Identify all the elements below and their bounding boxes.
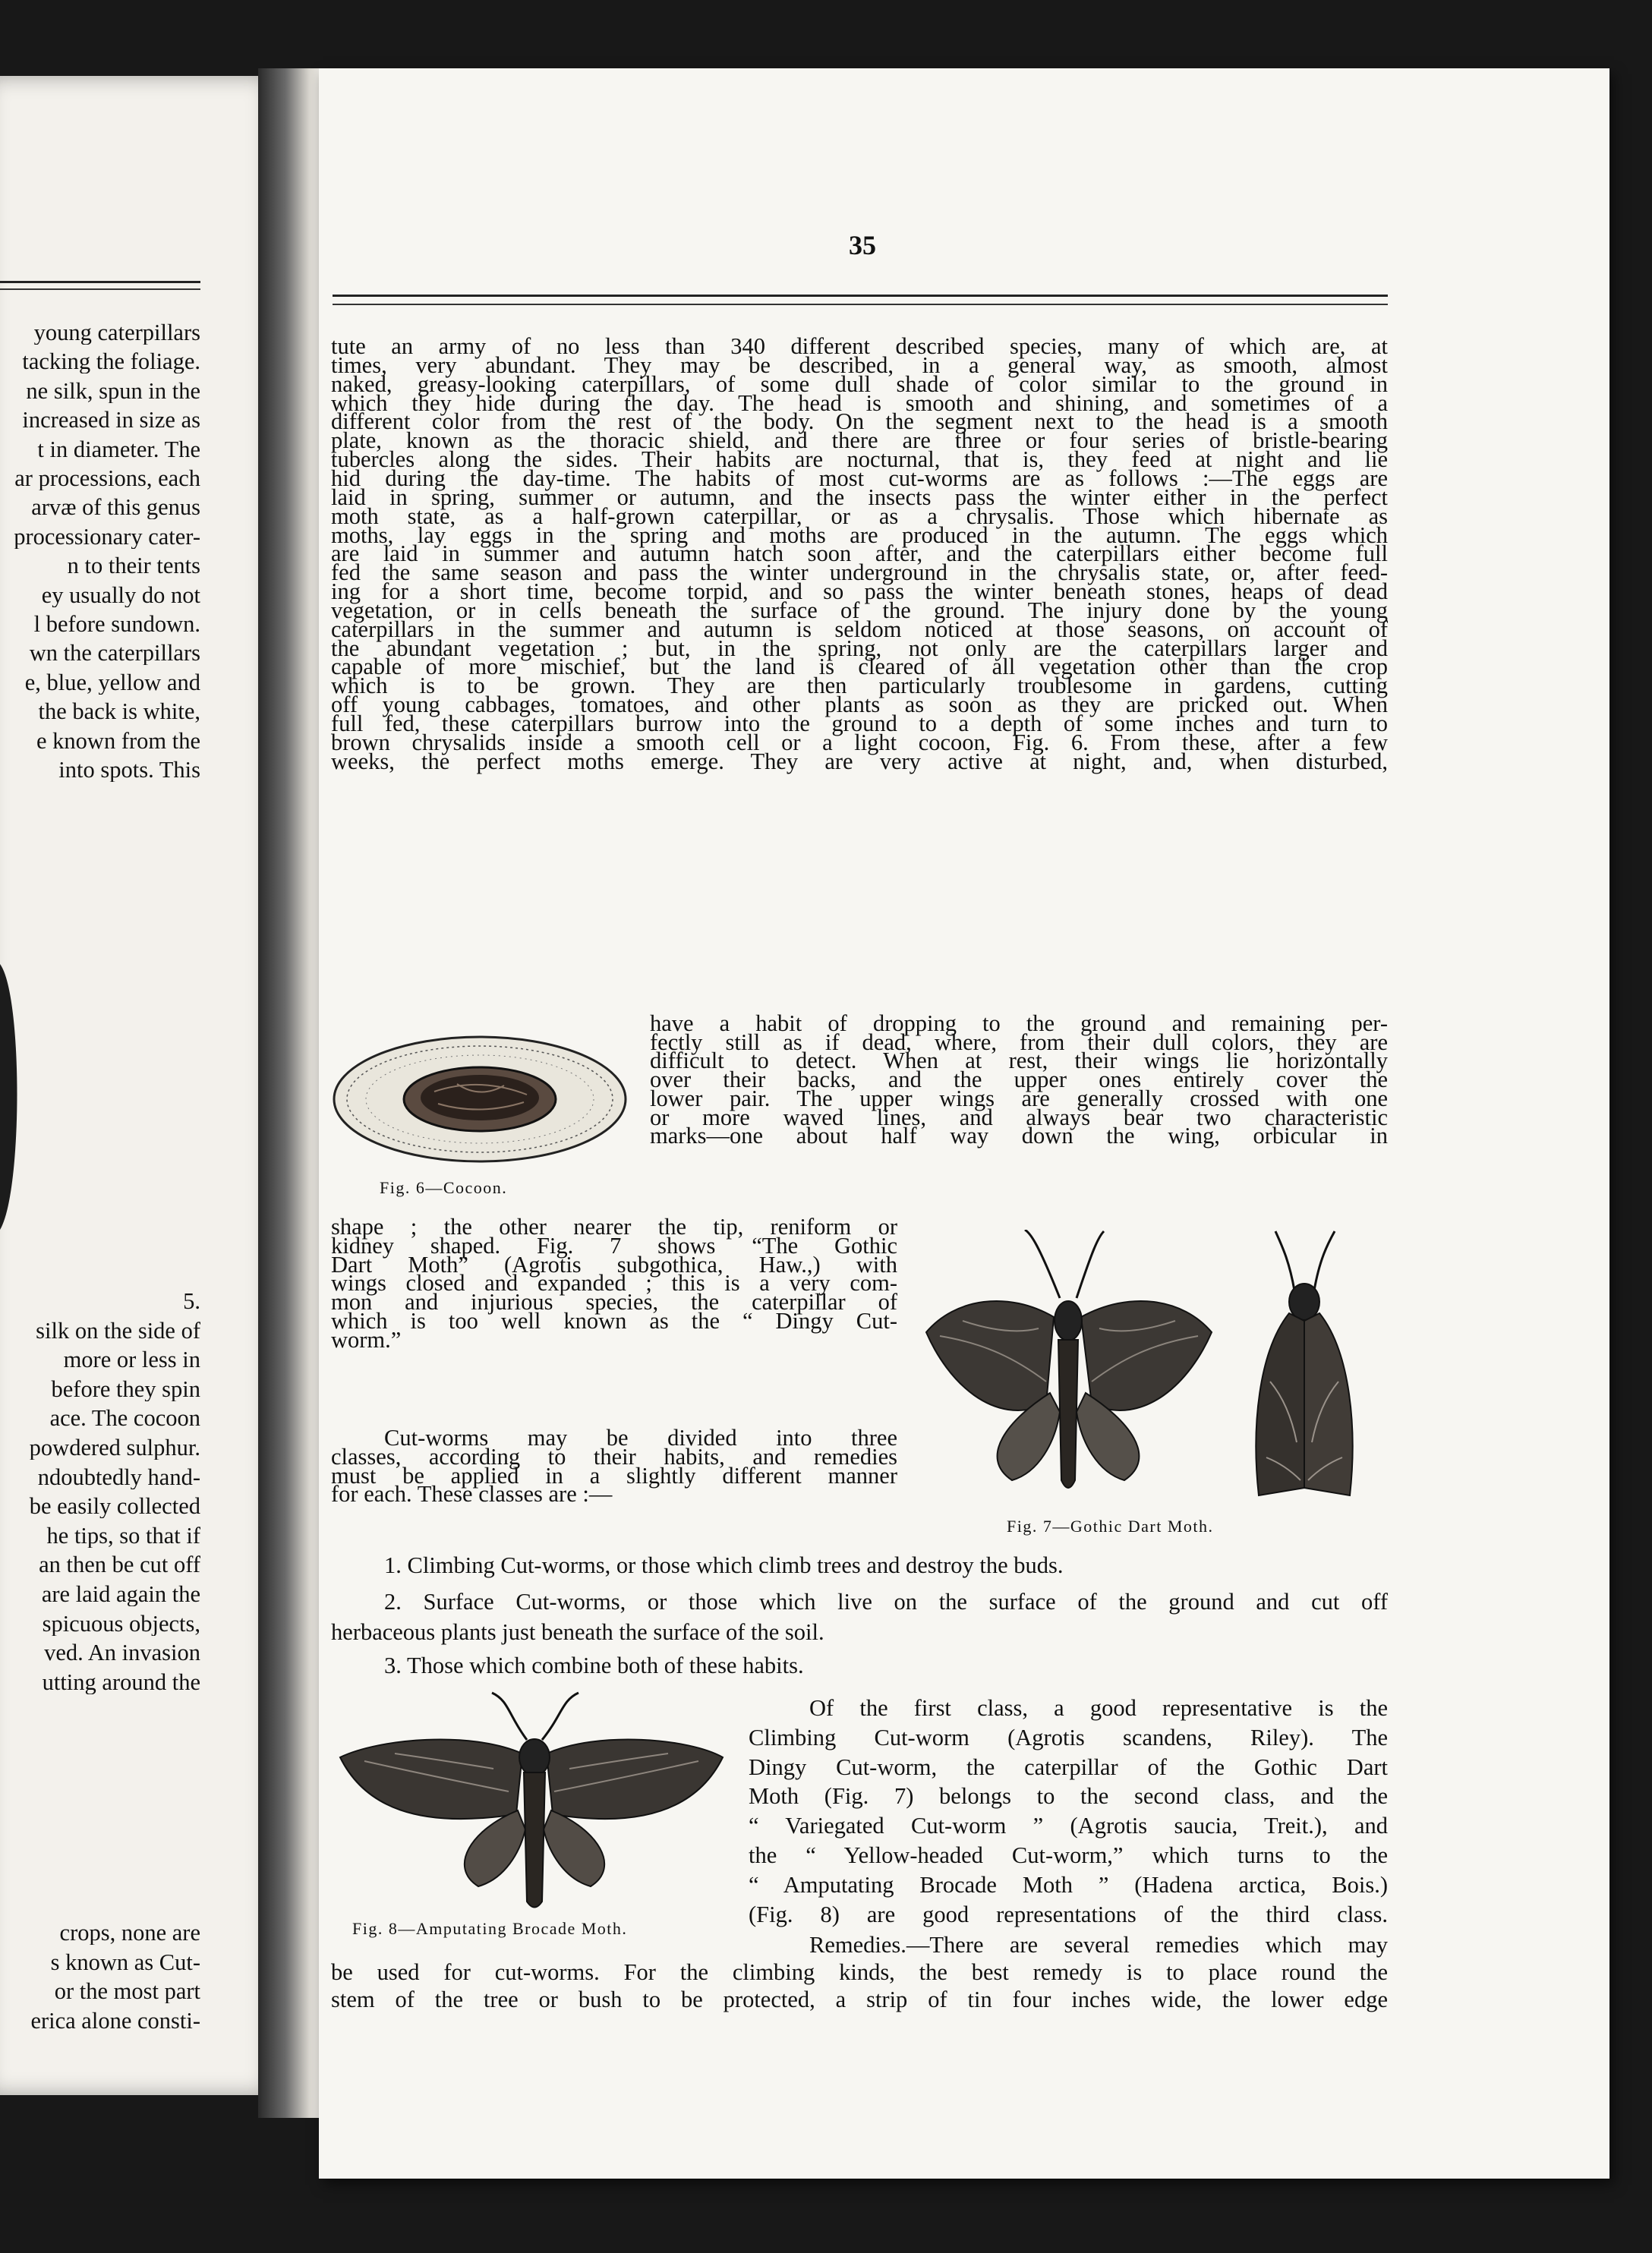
paragraph-line: hid during the day-time. The habits of most cut-worms are as follows :—The eggs are	[331, 465, 1388, 491]
paragraph-line: or more waved lines, and always bear two characteristic	[650, 1104, 1388, 1130]
paragraph-line: kidney shaped. Fig. 7 shows “The Gothic	[331, 1232, 897, 1259]
paragraph-line: vegetation, or in cells beneath the surface of the ground. The injury done by the young	[331, 597, 1388, 623]
left-page-line: l before sundown.	[33, 612, 200, 636]
closed-moth	[1256, 1231, 1352, 1495]
paragraph-line: caterpillars in the summer and autumn is seldom noticed at those seasons, on account of	[331, 616, 1388, 642]
left-page-line: erica alone consti-	[30, 2008, 200, 2033]
paragraph-line: plate, known as the thoracic shield, and there are three or four series of bristle-bearing	[331, 427, 1388, 454]
left-page-line: increased in size as	[22, 408, 200, 433]
paragraph-line: weeks, the perfect moths emerge. They are very active at night, and, when disturbed,	[331, 748, 1388, 774]
paragraph-line: must be applied in a slightly different manner	[331, 1462, 897, 1489]
paragraph-line: times, very abundant. They may be described, in a general way, as smooth, almost	[331, 351, 1388, 378]
paragraph-line: (Fig. 8) are good representations of the third class.	[749, 1901, 1388, 1927]
paragraph-line: tubercles along the sides. Their habits are nocturnal, that is, they feed at night and lie	[331, 446, 1388, 473]
left-figure-edge	[0, 934, 30, 1253]
fig6-caption: Fig. 6—Cocoon.	[380, 1178, 508, 1197]
page-number: 35	[849, 230, 876, 260]
paragraph-line: which is to be grown. They are then particularly troublesome in gardens, cutting	[331, 673, 1388, 699]
paragraph-line: lower pair. The upper wings are generally crossed with one	[650, 1085, 1388, 1111]
left-page-line: ace. The cocoon	[49, 1406, 200, 1431]
left-page-line: the back is white,	[38, 699, 200, 724]
left-page-line: into spots. This	[58, 758, 200, 782]
paragraph-line: moths, lay eggs in the spring and moths are produced in the autumn. The eggs which	[331, 521, 1388, 548]
left-page-line: arvæ of this genus	[31, 495, 200, 520]
left-page-line: are laid again the	[41, 1582, 200, 1606]
left-page-line: young caterpillars	[33, 320, 200, 345]
gothic-dart-moth-illustration	[925, 1230, 1388, 1511]
left-page-line: n to their tents	[67, 553, 200, 578]
left-page-line: e, blue, yellow and	[24, 670, 200, 695]
paragraph-line: wings closed and expanded ; this is a very com-	[331, 1270, 897, 1297]
left-page-line: e known from the	[36, 728, 200, 753]
left-page-line: 5.	[183, 1289, 200, 1313]
paragraph-line: brown chrysalids inside a smooth cell or a light cocoon, Fig. 6. From these, after a few	[331, 729, 1388, 755]
class-item-surface: 2. Surface Cut-worms, or those which live on the surface of the ground and cut off	[384, 1589, 1388, 1615]
paragraph-line: classes, according to their habits, and remedies	[331, 1443, 897, 1470]
left-page-line: processionary cater-	[14, 524, 200, 549]
left-page-line: ey usually do not	[41, 582, 200, 607]
paragraph-line: mon and injurious species, the caterpillar of	[331, 1289, 897, 1316]
paragraph-line: “ Variegated Cut-worm ” (Agrotis saucia, Treit.), and	[749, 1813, 1388, 1839]
left-header-rule	[0, 281, 200, 283]
amputating-brocade-moth-illustration	[334, 1685, 729, 1913]
paragraph-line: capable of more mischief, but the land is cleared of all vegetation other than the crop	[331, 654, 1388, 680]
left-page-line: more or less in	[63, 1347, 200, 1372]
paragraph-line: tute an army of no less than 340 different described species, many of which are, at	[331, 333, 1388, 359]
paragraph-line: Climbing Cut-worm (Agrotis scandens, Riley). The	[749, 1724, 1388, 1750]
paragraph-line: laid in spring, summer or autumn, and the insects pass the winter either in the perfect	[331, 484, 1388, 510]
left-page-line: tacking the foliage.	[22, 349, 200, 374]
paragraph-line: off young cabbages, tomatoes, and other plants as soon as they are pricked out. When	[331, 692, 1388, 718]
left-header-rule-thin	[0, 288, 200, 290]
paragraph-line: ing for a short time, become torpid, and so pass the winter beneath stones, heaps of dead	[331, 578, 1388, 605]
left-page-line: utting around the	[42, 1669, 200, 1694]
left-page	[0, 76, 282, 2095]
left-page-line: an then be cut off	[39, 1552, 200, 1577]
left-page-line: ndoubtedly hand-	[37, 1464, 200, 1489]
fig7-caption: Fig. 7—Gothic Dart Moth.	[1007, 1517, 1214, 1536]
left-page-line: t in diameter. The	[37, 436, 200, 462]
paragraph-line: different color from the rest of the body. On the segment next to the head is a smooth	[331, 408, 1388, 435]
left-page-line: ar processions, each	[14, 466, 200, 490]
paragraph-line: are laid in summer and autumn hatch soon after, and the caterpillars either become full	[331, 540, 1388, 567]
remedies-line: be used for cut-worms. For the climbing kinds, the best remedy is to place round the	[331, 1959, 1388, 1985]
paragraph-line: the abundant vegetation ; but, in the spring, not only are the caterpillars larger and	[331, 635, 1388, 661]
paragraph-line: the “ Yellow-headed Cut-worm,” which turns to the	[749, 1842, 1388, 1868]
left-page-line: wn the caterpillars	[29, 641, 200, 666]
paragraph-line: full fed, these caterpillars burrow into the ground to a depth of some inches and turn to	[331, 711, 1388, 736]
left-page-line: silk on the side of	[36, 1318, 200, 1343]
book-gutter	[258, 68, 326, 2118]
left-page-line: crops, none are	[59, 1921, 200, 1945]
paragraph-line: difficult to detect. When at rest, their wings lie horizontally	[650, 1048, 1388, 1074]
paragraph-line: have a habit of dropping to the ground and remaining per-	[650, 1010, 1388, 1036]
header-rule-thin	[333, 304, 1388, 305]
cocoon-illustration	[328, 1031, 632, 1167]
paragraph-line: over their backs, and the upper ones entirely cover the	[650, 1067, 1388, 1093]
left-page-line: ne silk, spun in the	[26, 378, 200, 403]
paragraph-line: for each. These classes are :—	[331, 1481, 613, 1508]
paragraph-line: marks—one about half way down the wing, orbicular in	[650, 1123, 1388, 1149]
paragraph-line: fed the same season and pass the winter underground in the chrysalis state, or, after feed-	[331, 559, 1388, 586]
remedies-line: stem of the tree or bush to be protected, a strip of tin four inches wide, the lower edge	[331, 1987, 1388, 2012]
remedies-line: Remedies.—There are several remedies which may	[809, 1932, 1388, 1958]
paragraph-line: naked, greasy-looking caterpillars, of some dull shade of color similar to the ground in	[331, 370, 1388, 397]
left-page-line: before they spin	[51, 1376, 200, 1401]
paragraph-line: moth state, as a half-grown caterpillar, or as a chrysalis. Those which hibernate as	[331, 503, 1388, 529]
paragraph-line: shape ; the other nearer the tip, reniform or	[331, 1214, 897, 1240]
left-page-line: be easily collected	[29, 1494, 200, 1519]
paragraph-line: Dart Moth” (Agrotis subgothica, Haw.,) with	[331, 1251, 897, 1278]
paragraph-line: Cut-worms may be divided into three	[384, 1425, 897, 1451]
left-page-line: ved. An invasion	[44, 1640, 200, 1665]
fig8-caption: Fig. 8—Amputating Brocade Moth.	[352, 1919, 628, 1938]
paragraph-line: worm.”	[331, 1326, 402, 1353]
class-item-climbing: 1. Climbing Cut-worms, or those which climb trees and destroy the buds.	[384, 1552, 1064, 1578]
expanded-moth	[926, 1230, 1212, 1488]
left-page-line: spicuous objects,	[42, 1611, 200, 1636]
paragraph-line: Dingy Cut-worm, the caterpillar of the Gothic Dart	[749, 1754, 1388, 1780]
paragraph-line: which they hide during the day. The head is smooth and shining, and sometimes of a	[331, 389, 1388, 416]
paragraph-line: Moth (Fig. 7) belongs to the second class, and the	[749, 1783, 1388, 1810]
class-item-surface: herbaceous plants just beneath the surface of the soil.	[331, 1619, 824, 1645]
left-page-line: he tips, so that if	[46, 1523, 200, 1548]
paragraph-line: Of the first class, a good representative is the	[809, 1695, 1388, 1721]
paragraph-line: which is too well known as the “ Dingy Cut-	[331, 1308, 897, 1334]
paragraph-line: “ Amputating Brocade Moth ” (Hadena arctica, Bois.)	[749, 1871, 1388, 1898]
left-page-line: s known as Cut-	[50, 1949, 200, 1974]
header-rule-thick	[333, 295, 1388, 297]
left-page-line: or the most part	[54, 1979, 200, 2003]
class-item-combined: 3. Those which combine both of these habits.	[384, 1653, 804, 1678]
paragraph-line: fectly still as if dead, where, from their dull colors, they are	[650, 1029, 1388, 1055]
left-page-line: powdered sulphur.	[29, 1435, 200, 1460]
